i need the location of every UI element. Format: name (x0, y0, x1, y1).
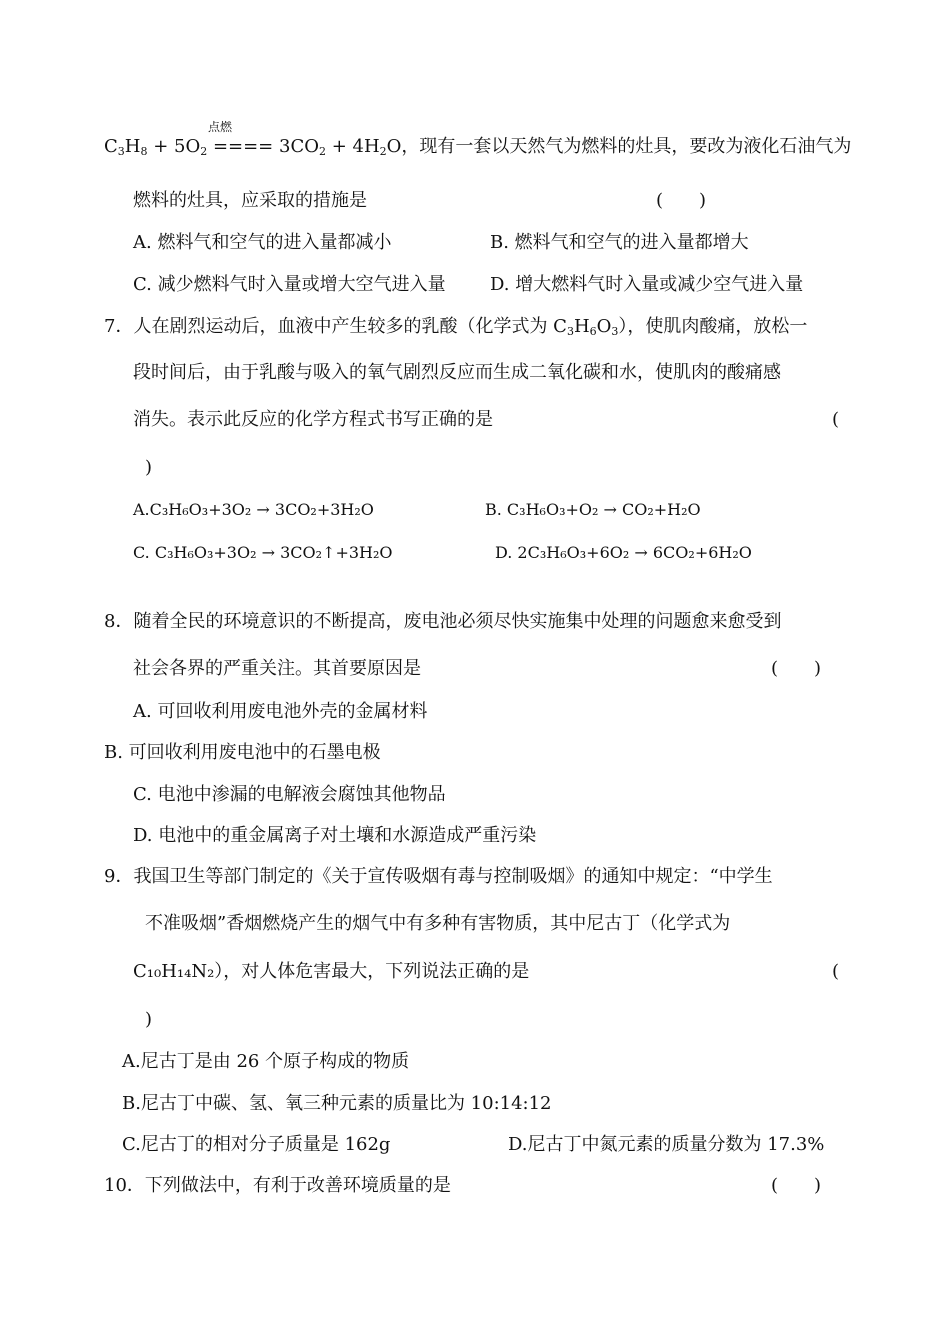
q6-option-a: A. 燃料气和空气的进入量都减小 (133, 232, 392, 253)
q7-option-d: D. 2C₃H₆O₃+6O₂ → 6CO₂+6H₂O (495, 543, 752, 562)
q7-answer-blank-open: ( (832, 409, 840, 430)
q8-option-b: B. 可回收利用废电池中的石墨电极 (104, 742, 381, 763)
q8-option-c: C. 电池中渗漏的电解液会腐蚀其他物品 (133, 784, 446, 805)
q7-answer-blank-close: ) (145, 457, 153, 478)
q7-option-b: B. C₃H₆O₃+O₂ → CO₂+H₂O (485, 500, 701, 519)
q8-stem-line1: 8．随着全民的环境意识的不断提高，废电池必须尽快实施集中处理的问题愈来愈受到 (104, 611, 782, 632)
q9-stem-line3: C₁₀H₁₄N₂），对人体危害最大，下列说法正确的是 (133, 961, 530, 982)
q9-answer-blank-close: ) (145, 1009, 153, 1030)
q9-option-d: D.尼古丁中氮元素的质量分数为 17.3% (508, 1134, 825, 1155)
q9-option-c: C.尼古丁的相对分子质量是 162g (122, 1134, 391, 1155)
q9-stem-line2: 不准吸烟”香烟燃烧产生的烟气中有多种有害物质，其中尼古丁（化学式为 (145, 913, 731, 934)
q10-stem-line1: 10．下列做法中，有利于改善环境质量的是 (104, 1175, 451, 1196)
q6-option-d: D. 增大燃料气时入量或减少空气进入量 (490, 274, 804, 295)
q9-option-b: B.尼古丁中碳、氢、氧三种元素的质量比为 10:14:12 (122, 1093, 552, 1114)
q6-answer-blank: ( ) (656, 190, 707, 211)
q8-option-a: A. 可回收利用废电池外壳的金属材料 (133, 701, 428, 722)
q7-option-c: C. C₃H₆O₃+3O₂ → 3CO₂↑+3H₂O (133, 543, 393, 562)
q7-option-a: A.C₃H₆O₃+3O₂ → 3CO₂+3H₂O (133, 500, 374, 519)
q9-answer-blank-open: ( (832, 961, 840, 982)
q7-stem-line2: 段时间后，由于乳酸与吸入的氧气剧烈反应而生成二氧化碳和水，使肌肉的酸痛感 (133, 362, 781, 383)
q7-stem-line1: 7．人在剧烈运动后，血液中产生较多的乳酸（化学式为 $C_3H_6O_3$），使肌肉酸痛，放松一 (104, 316, 808, 338)
q8-option-d: D. 电池中的重金属离子对土壤和水源造成严重污染 (133, 825, 537, 846)
q9-option-a: A.尼古丁是由 26 个原子构成的物质 (122, 1051, 410, 1072)
q6-option-b: B. 燃料气和空气的进入量都增大 (490, 232, 749, 253)
q7-stem-line3: 消失。表示此反应的化学方程式书写正确的是 (133, 409, 493, 430)
q10-answer-blank: ( ) (771, 1175, 822, 1196)
q6-option-c: C. 减少燃料气时入量或增大空气进入量 (133, 274, 446, 295)
reaction-condition: 点燃 (208, 120, 233, 134)
q8-answer-blank: ( ) (771, 658, 822, 679)
q6-equation-line: $C_3H_8 + 5O_2$ ==== $3CO_2 + 4H_2O$，现有一套以天然气为燃料的灶具，要改为液化石油气为 (104, 136, 852, 158)
q8-stem-line2: 社会各界的严重关注。其首要原因是 (133, 658, 421, 679)
q9-stem-line1: 9．我国卫生等部门制定的《关于宣传吸烟有毒与控制吸烟》的通知中规定：“中学生 (104, 866, 773, 887)
q6-stem-line2: 燃料的灶具，应采取的措施是 (133, 190, 367, 211)
